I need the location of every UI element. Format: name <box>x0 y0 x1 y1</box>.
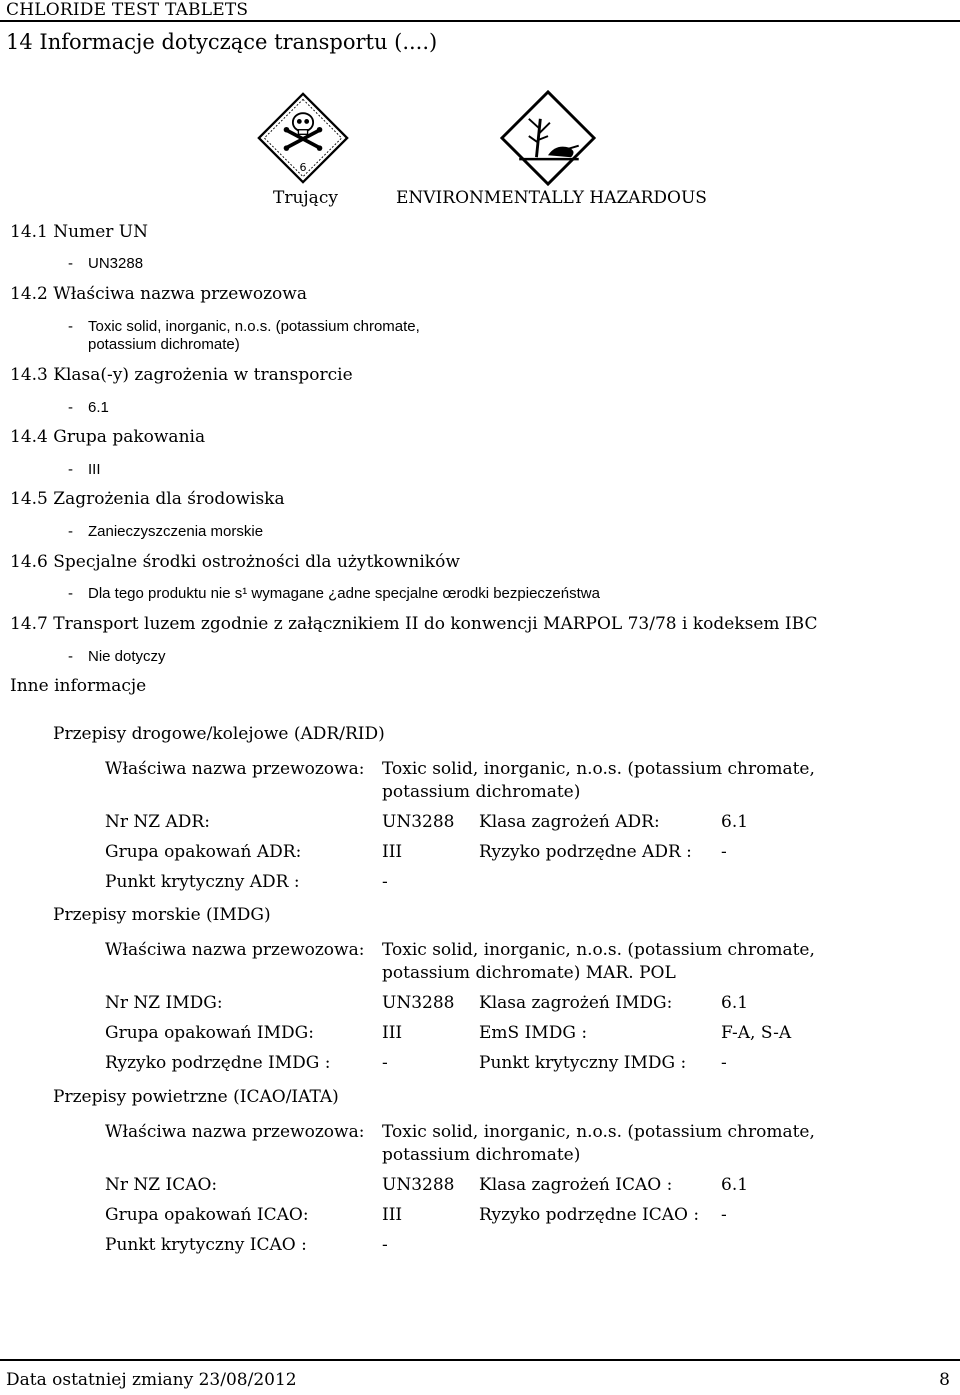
section-14-5-item: - Zanieczyszczenia morskie <box>68 523 264 540</box>
icao-name-value-1: Toxic solid, inorganic, n.o.s. (potassium chromate, <box>382 1122 815 1142</box>
imdg-nr-label: Nr NZ IMDG: <box>105 993 223 1013</box>
adr-name-label: Właściwa nazwa przewozowa: <box>105 759 365 779</box>
shipping-name-line-2: potassium dichromate) <box>88 336 240 353</box>
special-precautions-value: Dla tego produktu nie s¹ wymagane ¿adne specjalne œrodki bezpieczeństwa <box>88 585 600 602</box>
section-14-3-heading: 14.3 Klasa(-y) zagrożenia w transporcie <box>10 365 353 385</box>
icao-group-value: III <box>382 1205 403 1225</box>
adr-group-label: Grupa opakowań ADR: <box>105 842 302 862</box>
hazard-class-value: 6.1 <box>88 399 109 416</box>
icao-class-label: Klasa zagrożeń ICAO : <box>479 1175 673 1195</box>
skull-crossbones-icon <box>257 92 349 184</box>
imdg-name-value-1: Toxic solid, inorganic, n.o.s. (potassium chromate, <box>382 940 815 960</box>
section-14-6-item: - Dla tego produktu nie s¹ wymagane ¿adne specjalne œrodki bezpieczeństwa <box>68 585 600 602</box>
section-14-7-heading: 14.7 Transport luzem zgodnie z załącznikiem II do konwencji MARPOL 73/78 i kodeksem IBC <box>10 614 818 634</box>
un-number-value: UN3288 <box>88 255 144 272</box>
packing-group-value: III <box>88 461 101 478</box>
adr-class-label: Klasa zagrożeń ADR: <box>479 812 660 832</box>
adr-sub-risk-label: Ryzyko podrzędne ADR : <box>479 842 692 862</box>
adr-name-value-1: Toxic solid, inorganic, n.o.s. (potassium chromate, <box>382 759 815 779</box>
imdg-class-label: Klasa zagrożeń IMDG: <box>479 993 673 1013</box>
toxic-label: Trujący <box>273 188 338 208</box>
environment-hazard-label: ENVIRONMENTALLY HAZARDOUS <box>396 188 707 208</box>
adr-name-value-2: potassium dichromate) <box>382 782 581 802</box>
imdg-nr-value: UN3288 <box>382 993 455 1013</box>
section-14-6-heading: 14.6 Specjalne środki ostrożności dla użytkowników <box>10 552 460 572</box>
icao-class-value: 6.1 <box>721 1175 749 1195</box>
section-14-4-heading: 14.4 Grupa pakowania <box>10 427 206 447</box>
icao-sub-risk-value: - <box>721 1205 727 1225</box>
icao-heading: Przepisy powietrzne (ICAO/IATA) <box>53 1087 339 1107</box>
adr-flash-label: Punkt krytyczny ADR : <box>105 872 300 892</box>
footer-rule <box>0 1359 960 1361</box>
section-14-1-heading: 14.1 Numer UN <box>10 222 148 242</box>
adr-nr-value: UN3288 <box>382 812 455 832</box>
icao-name-value-2: potassium dichromate) <box>382 1145 581 1165</box>
icao-group-label: Grupa opakowań ICAO: <box>105 1205 309 1225</box>
other-info-heading: Inne informacje <box>10 676 147 696</box>
adr-flash-value: - <box>382 872 388 892</box>
section-heading: 14 Informacje dotyczące transportu (....) <box>6 30 438 54</box>
section-14-5-heading: 14.5 Zagrożenia dla środowiska <box>10 489 285 509</box>
section-14-4-item: - III <box>68 461 101 478</box>
imdg-name-value-2: potassium dichromate) MAR. POL <box>382 963 676 983</box>
adr-class-value: 6.1 <box>721 812 749 832</box>
environmental-hazard-value: Zanieczyszczenia morskie <box>88 523 264 540</box>
adr-heading: Przepisy drogowe/kolejowe (ADR/RID) <box>53 724 385 744</box>
imdg-heading: Przepisy morskie (IMDG) <box>53 905 271 925</box>
icao-flash-value: - <box>382 1235 388 1255</box>
imdg-ems-value: F-A, S-A <box>721 1023 792 1043</box>
imdg-sub-risk-label: Ryzyko podrzędne IMDG : <box>105 1053 331 1073</box>
imdg-ems-label: EmS IMDG : <box>479 1023 588 1043</box>
adr-sub-risk-value: - <box>721 842 727 862</box>
section-14-2-item: - Toxic solid, inorganic, n.o.s. (potassium chromate, <box>68 318 420 335</box>
bulk-transport-value: Nie dotyczy <box>88 648 166 665</box>
icao-sub-risk-label: Ryzyko podrzędne ICAO : <box>479 1205 700 1225</box>
imdg-name-label: Właściwa nazwa przewozowa: <box>105 940 365 960</box>
environment-hazard-icon <box>500 90 596 186</box>
imdg-group-value: III <box>382 1023 403 1043</box>
icao-name-label: Właściwa nazwa przewozowa: <box>105 1122 365 1142</box>
section-14-2-heading: 14.2 Właściwa nazwa przewozowa <box>10 284 307 304</box>
imdg-sub-risk-value: - <box>382 1053 388 1073</box>
footer-date: Data ostatniej zmiany 23/08/2012 <box>6 1370 297 1390</box>
icao-nr-label: Nr NZ ICAO: <box>105 1175 218 1195</box>
header-rule <box>0 20 960 22</box>
icao-flash-label: Punkt krytyczny ICAO : <box>105 1235 307 1255</box>
shipping-name-line-1: Toxic solid, inorganic, n.o.s. (potassium chromate, <box>88 318 420 335</box>
document-title: CHLORIDE TEST TABLETS <box>6 0 249 20</box>
section-14-1-item: - UN3288 <box>68 255 144 272</box>
page-number: 8 <box>939 1370 950 1390</box>
imdg-class-value: 6.1 <box>721 993 749 1013</box>
imdg-flash-value: - <box>721 1053 727 1073</box>
imdg-group-label: Grupa opakowań IMDG: <box>105 1023 314 1043</box>
section-14-7-item: - Nie dotyczy <box>68 648 166 665</box>
adr-nr-label: Nr NZ ADR: <box>105 812 210 832</box>
imdg-flash-label: Punkt krytyczny IMDG : <box>479 1053 687 1073</box>
section-14-3-item: - 6.1 <box>68 399 109 416</box>
adr-group-value: III <box>382 842 403 862</box>
icao-nr-value: UN3288 <box>382 1175 455 1195</box>
toxic-class-number: 6 <box>299 161 307 175</box>
